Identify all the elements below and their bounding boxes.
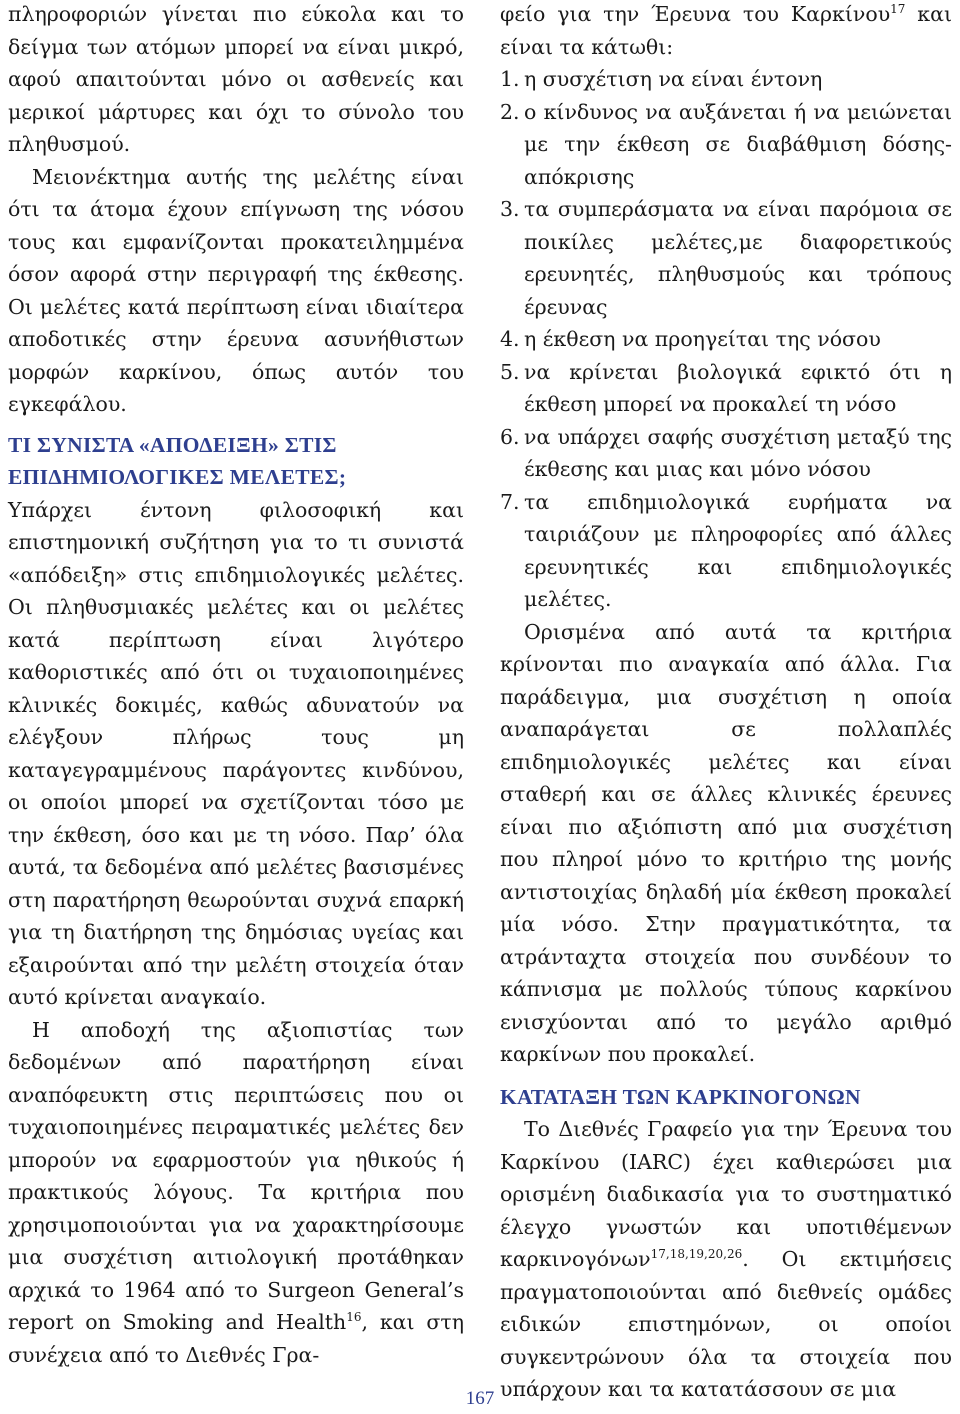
criteria-item <box>500 323 952 356</box>
paragraph-iarc-text: Το Διεθνές Γραφείο για την Έρευνα του Καρκίνου (IARC) έχει καθιερώσει μια ορισμένη διαδικασία για το συστηματικό έλεγχο γνωστών και υποτιθέμενων καρκινογόνων <box>500 1117 952 1271</box>
reference-17: 17 <box>890 2 906 17</box>
reference-list: 17,18,19,20,26 <box>650 1247 743 1262</box>
criteria-number: 6. <box>500 424 520 449</box>
paragraph-debate: Υπάρχει έντονη φιλοσοφική και επιστημονική συζήτηση για το τι συνιστά «απόδειξη» στις επιδημιολογικές μελέτες. Οι πληθυσμιακές μελέτες και οι μελέτες κατά περίπτωση είναι λιγότερο καθοριστικές από ότι οι τυχαιοποιημένες κλινικές δοκιμές, καθώς αδυνατούν να ελέγξουν πλήρως τους μη καταγεγραμμένους παράγοντες κινδύνου, οι οποίοι μπορεί να σχετίζονται τόσο με την έκθεση, όσο και με τη νόσο. Παρ’ όλα αυτά, τα δεδομένα από μελέτες βασισμένες στη παρατήρηση θεωρούνται συχνά επαρκή για τη διατήρηση της δημόσιας υγείας και εξαιρούνται από την μελέτη στοιχεία όταν αυτό κρίνεται αναγκαίο. <box>8 497 464 1009</box>
reference-16: 16 <box>346 1310 362 1325</box>
paragraph-continue-tail: και είναι τα κάτωθι: <box>500 2 952 59</box>
section-heading-classification: ΚΑΤΑΤΑΞΗ ΤΩΝ ΚΑΡΚΙΝΟΓΟΝΩΝ <box>500 1084 861 1109</box>
paragraph-continue-text: φείο για την Έρευνα του Καρκίνου <box>500 2 891 26</box>
criteria-item <box>500 96 952 194</box>
criteria-number: 3. <box>500 197 520 221</box>
paragraph-iarc-tail: . Οι εκτιμήσεις πραγματοποιούνται από διεθνείς ομάδες ειδικών επιστημόνων, οι οποίοι συγκεντρώνουν όλα τα στοιχεία που υπάρχουν και τα κατατάσσουν σε μια <box>500 1247 952 1401</box>
criteria-list <box>500 63 952 616</box>
paragraph-acceptance-text: Η αποδοχή της αξιοπιστίας των δεδομένων από παρατήρηση είναι αναπόφευκτη στις περιπτώσεις που οι τυχαιοποιημένες πειραματικές μελέτες δεν μπορούν να εφαρμοστούν για ηθικούς ή πρακτικούς λόγους. Τα κριτήρια που χρησιμοποιούνται για να χαρακτηρίσουμε μια συσχέτιση αιτιολογική προτάθηκαν αρχικά το 1964 από το Surgeon General’s report on Smoking and Health <box>8 1017 464 1334</box>
criteria-item <box>500 193 952 323</box>
criteria-number: 2. <box>500 99 520 124</box>
criteria-item <box>500 421 952 486</box>
criteria-number: 1. <box>500 67 520 91</box>
paragraph-intro: πληροφοριών γίνεται πιο εύκολα και το δείγμα των ατόμων μπορεί να είναι μικρό, αφού απαιτούνται μόνο οι ασθενείς και μερικοί μάρτυρες και όχι το σύνολο του πληθυσμού. <box>8 2 464 156</box>
criteria-text: η έκθεση να προηγείται της νόσου <box>524 327 881 351</box>
criteria-item <box>500 486 952 616</box>
criteria-text: να υπάρχει σαφής συσχέτιση μεταξύ της έκθεσης και μιας και μόνο νόσου <box>524 424 952 481</box>
paragraph-iarc <box>500 1113 952 1406</box>
criteria-text: ο κίνδυνος να αυξάνεται ή να μειώνεται με την έκθεση σε διαβάθμιση δόσης-απόκρισης <box>524 99 952 189</box>
paragraph-criteria-note: Ορισμένα από αυτά τα κριτήρια κρίνονται πιο αναγκαία από άλλα. Για παράδειγμα, μια συσχέτιση η οποία αναπαράγεται σε πολλαπλές επιδημιολογικές μελέτες και είναι σταθερή και σε άλλες κλινικές έρευνες είναι πιο αξιόπιστη από μια συσχέτιση που πληροί μόνο το κριτήριο της μονής αντιστοιχίας δηλαδή μία έκθεση προκαλεί μία νόσο. Στην πραγματικότητα, τα ατράνταχτα στοιχεία που συνδέουν το κάπνισμα με πολλούς τύπους καρκίνου ενισχύονται από το μεγάλο αριθμό καρκίνων που προκαλεί. <box>500 619 952 1066</box>
section-heading-evidence: ΤΙ ΣΥΝΙΣΤΑ «ΑΠΟΔΕΙΞΗ» ΣΤΙΣ ΕΠΙΔΗΜΙΟΛΟΓΙΚΕΣ ΜΕΛΕΤΕΣ; <box>8 432 347 489</box>
criteria-number: 5. <box>500 359 520 384</box>
criteria-item <box>500 63 952 96</box>
criteria-text: τα επιδημιολογικά ευρήματα να ταιριάζουν με πληροφορίες από άλλες ερευνητικές και επιδημιολογικές μελέτες. <box>524 489 952 611</box>
criteria-text: τα συμπεράσματα να είναι παρόμοια σε ποικίλες μελέτες,με διαφορετικούς ερευνητές, πληθυσμούς και τρόπους έρευνας <box>524 197 952 319</box>
criteria-item <box>500 356 952 421</box>
criteria-text: να κρίνεται βιολογικά εφικτό ότι η έκθεση μπορεί να προκαλεί τη νόσο <box>524 359 952 416</box>
left-column <box>8 0 464 1371</box>
paragraph-disadvantage: Μειονέκτημα αυτής της μελέτης είναι ότι τα άτομα έχουν επίγνωση της νόσου τους και εμφανίζονται προκατειλημμένα όσον αφορά στην περιγραφή της έκθεσης. Οι μελέτες κατά περίπτωση είναι ιδιαίτερα αποδοτικές στην έρευνα ασυνήθιστων μορφών καρκίνου, όπως αυτόν του εγκεφάλου. <box>8 164 464 416</box>
criteria-number: 4. <box>500 327 520 351</box>
paragraph-acceptance-tail: , και στη συνέχεια από το Διεθνές Γρα- <box>8 1310 464 1367</box>
paragraph-acceptance <box>8 1014 464 1372</box>
criteria-text: η συσχέτιση να είναι έντονη <box>524 67 823 91</box>
criteria-number: 7. <box>500 489 520 514</box>
page-number: 167 <box>465 1388 495 1409</box>
paragraph-continue <box>500 0 952 63</box>
right-column <box>500 0 952 1406</box>
